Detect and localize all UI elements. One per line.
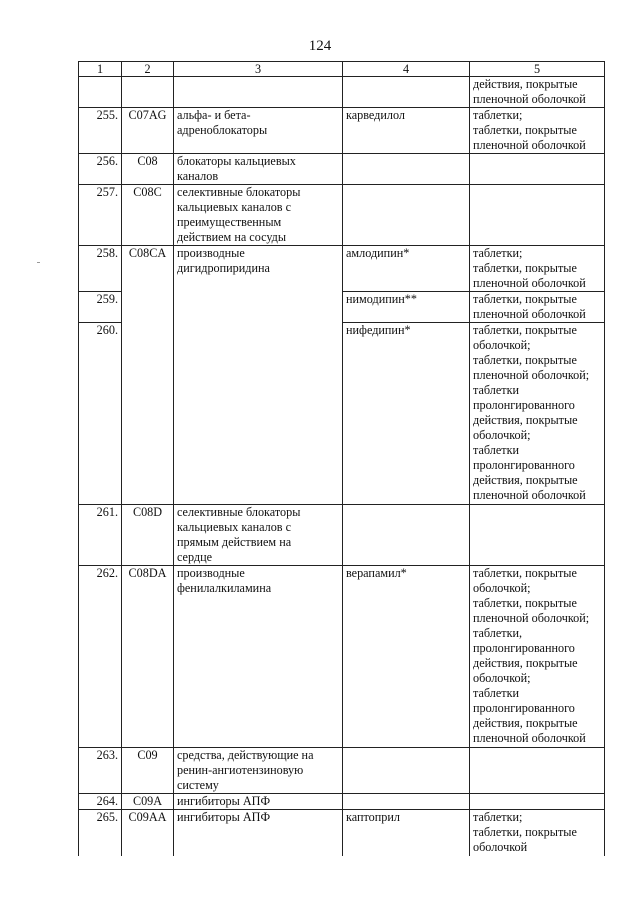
cell-code: C08 xyxy=(122,154,174,185)
form-line: таблетки, покрытые xyxy=(473,123,577,137)
form-line: пленочной оболочкой xyxy=(473,276,586,290)
table-row xyxy=(79,810,605,856)
table-row xyxy=(79,185,605,246)
form-line: таблетки, покрытые xyxy=(473,261,577,275)
group-line: производные xyxy=(177,246,245,260)
cell-drug xyxy=(343,748,470,794)
cell-group xyxy=(174,292,343,323)
form-line: действия, покрытые xyxy=(473,656,578,670)
form-line: действия, покрытые xyxy=(473,413,578,427)
form-line: таблетки; xyxy=(473,108,523,122)
table-row xyxy=(79,323,605,505)
cell-code xyxy=(122,323,174,505)
cell-num: 258. xyxy=(79,246,122,292)
cell-forms xyxy=(470,810,605,856)
form-line: таблетки, покрытые xyxy=(473,353,577,367)
form-line: пролонгированного xyxy=(473,641,575,655)
form-line: оболочкой; xyxy=(473,338,531,352)
form-line: таблетки, покрытые xyxy=(473,323,577,337)
group-line: дигидропиридина xyxy=(177,261,270,275)
cell-drug: нимодипин** xyxy=(343,292,470,323)
form-line: таблетки, покрытые xyxy=(473,292,577,306)
group-line: преимущественным xyxy=(177,215,282,229)
cell-code: C07AG xyxy=(122,108,174,154)
group-line: селективные блокаторы xyxy=(177,505,301,519)
cell-num: 265. xyxy=(79,810,122,856)
form-line: оболочкой xyxy=(473,840,528,854)
cell-forms xyxy=(470,566,605,748)
column-header: 2 xyxy=(122,62,174,77)
column-header: 4 xyxy=(343,62,470,77)
form-line: таблетки xyxy=(473,686,520,700)
form-line: таблетки xyxy=(473,443,520,457)
form-line: оболочкой; xyxy=(473,671,531,685)
cell-code xyxy=(122,77,174,108)
form-line: таблетки xyxy=(473,383,520,397)
column-header: 1 xyxy=(79,62,122,77)
cell-code: C08C xyxy=(122,185,174,246)
cell-code: C09A xyxy=(122,794,174,810)
group-line: производные xyxy=(177,566,245,580)
group-line: средства, действующие на xyxy=(177,748,314,762)
cell-group xyxy=(174,77,343,108)
group-line: сердце xyxy=(177,550,213,564)
form-line: пленочной оболочкой; xyxy=(473,611,590,625)
cell-forms xyxy=(470,108,605,154)
cell-code: C08DA xyxy=(122,566,174,748)
form-line: оболочкой; xyxy=(473,428,531,442)
table-row xyxy=(79,108,605,154)
cell-group xyxy=(174,748,343,794)
cell-forms xyxy=(470,292,605,323)
cell-group xyxy=(174,505,343,566)
group-line: кальциевых каналов с xyxy=(177,200,292,214)
cell-forms xyxy=(470,246,605,292)
cell-drug xyxy=(343,185,470,246)
group-line: каналов xyxy=(177,169,219,183)
form-line: таблетки, покрытые xyxy=(473,566,577,580)
form-line: действия, покрытые xyxy=(473,716,578,730)
table-row xyxy=(79,748,605,794)
group-line: адреноблокаторы xyxy=(177,123,268,137)
group-line: ингибиторы АПФ xyxy=(177,794,271,808)
cell-code: C09 xyxy=(122,748,174,794)
column-header: 3 xyxy=(174,62,343,77)
form-line: таблетки; xyxy=(473,246,523,260)
cell-drug xyxy=(343,794,470,810)
cell-num: 264. xyxy=(79,794,122,810)
group-line: блокаторы кальциевых xyxy=(177,154,296,168)
cell-num: 263. xyxy=(79,748,122,794)
cell-group xyxy=(174,185,343,246)
form-line: таблетки; xyxy=(473,810,523,824)
cell-drug: верапамил* xyxy=(343,566,470,748)
form-line: таблетки, xyxy=(473,626,523,640)
form-line: таблетки, покрытые xyxy=(473,825,577,839)
form-line: пролонгированного xyxy=(473,398,575,412)
form-line: оболочкой; xyxy=(473,581,531,595)
cell-group xyxy=(174,794,343,810)
cell-drug: каптоприл xyxy=(343,810,470,856)
cell-drug xyxy=(343,505,470,566)
form-line: пленочной оболочкой; xyxy=(473,368,590,382)
table-header-row xyxy=(79,62,605,77)
cell-num: 256. xyxy=(79,154,122,185)
drug-registry-table xyxy=(78,61,605,856)
scan-mark xyxy=(37,262,40,263)
cell-group xyxy=(174,566,343,748)
page-number: 124 xyxy=(308,38,332,54)
table-row xyxy=(79,246,605,292)
cell-num: 257. xyxy=(79,185,122,246)
cell-code xyxy=(122,292,174,323)
cell-forms xyxy=(470,794,605,810)
cell-group xyxy=(174,108,343,154)
cell-group xyxy=(174,323,343,505)
form-line: пленочной оболочкой xyxy=(473,488,586,502)
group-line: систему xyxy=(177,778,219,792)
form-line: пленочной оболочкой xyxy=(473,92,586,106)
cell-drug: амлодипин* xyxy=(343,246,470,292)
form-line: таблетки, покрытые xyxy=(473,596,577,610)
form-line: пленочной оболочкой xyxy=(473,307,586,321)
group-line: действием на сосуды xyxy=(177,230,287,244)
form-line: пленочной оболочкой xyxy=(473,138,586,152)
form-line: действия, покрытые xyxy=(473,77,578,91)
cell-drug: карведилол xyxy=(343,108,470,154)
group-line: прямым действием на xyxy=(177,535,292,549)
form-line: действия, покрытые xyxy=(473,473,578,487)
cell-group xyxy=(174,154,343,185)
cell-code: C08CA xyxy=(122,246,174,292)
table-row xyxy=(79,154,605,185)
cell-num: 260. xyxy=(79,323,122,505)
cell-forms xyxy=(470,154,605,185)
cell-drug xyxy=(343,77,470,108)
cell-drug: нифедипин* xyxy=(343,323,470,505)
cell-forms xyxy=(470,77,605,108)
group-line: кальциевых каналов с xyxy=(177,520,292,534)
group-line: ренин-ангиотензиновую xyxy=(177,763,304,777)
cell-num xyxy=(79,77,122,108)
cell-num: 255. xyxy=(79,108,122,154)
table-row xyxy=(79,505,605,566)
table-row xyxy=(79,566,605,748)
group-line: ингибиторы АПФ xyxy=(177,810,271,824)
cell-forms xyxy=(470,323,605,505)
cell-num: 262. xyxy=(79,566,122,748)
cell-num: 259. xyxy=(79,292,122,323)
group-line: альфа- и бета- xyxy=(177,108,251,122)
cell-num: 261. xyxy=(79,505,122,566)
form-line: пролонгированного xyxy=(473,458,575,472)
cell-forms xyxy=(470,505,605,566)
cell-code: C08D xyxy=(122,505,174,566)
table-row xyxy=(79,292,605,323)
form-line: пролонгированного xyxy=(473,701,575,715)
cell-code: C09AA xyxy=(122,810,174,856)
table-row-continuation xyxy=(79,77,605,108)
column-header: 5 xyxy=(470,62,605,77)
table-row xyxy=(79,794,605,810)
group-line: фенилалкиламина xyxy=(177,581,272,595)
cell-forms xyxy=(470,185,605,246)
group-line: селективные блокаторы xyxy=(177,185,301,199)
form-line: пленочной оболочкой xyxy=(473,731,586,745)
cell-drug xyxy=(343,154,470,185)
cell-group xyxy=(174,810,343,856)
cell-group xyxy=(174,246,343,292)
cell-forms xyxy=(470,748,605,794)
